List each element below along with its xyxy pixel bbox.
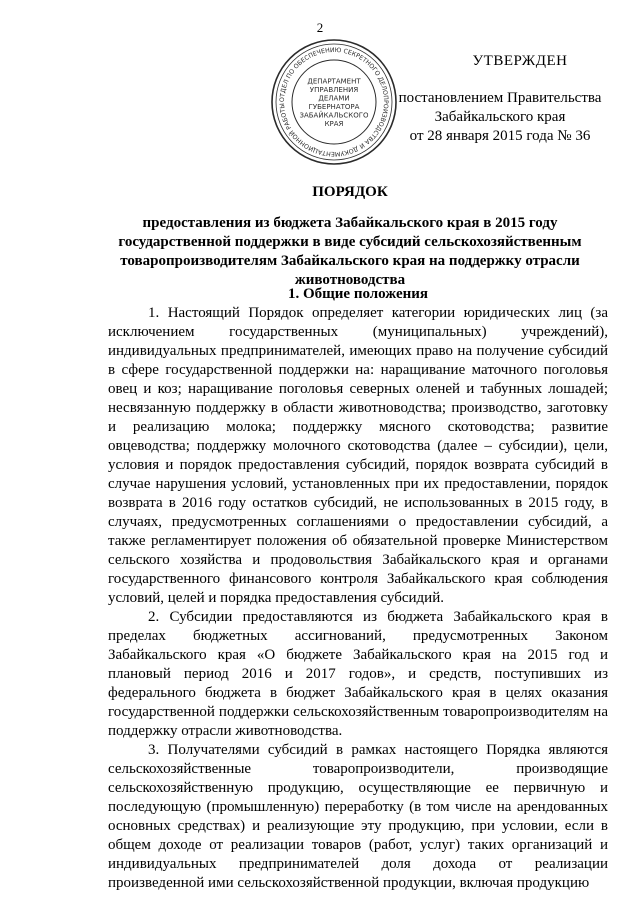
approval-line-3: от 28 января 2015 года № 36 [409,128,591,144]
paragraph-3: 3. Получателями субсидий в рамках настоящего Порядка являются сельскохозяйственные товаропроизводители, производящие сельскохозяйственную продукцию, осуществляющие ее первичную и последующую (промышленную) переработку (в том числе на арендованных основных средствах) и реализующие эту продукцию, при условии, если в общем доходе от реализации товаров (работ, услуг) таких организаций и индивидуальных предпринимателей доля дохода от реализации произведенной ими сельскохозяйственной продукции, включая продукцию [108,742,608,891]
stamp-ring-text: ОТДЕЛ ПО ОБЕСПЕЧЕНИЮ СЕКРЕТНОГО ДЕЛОПРОИЗВОДСТВА И ДОКУМЕНТАЦИОННОЙ РАБОТЫ [278,46,390,158]
stamp-center-line: УПРАВЛЕНИЯ [309,85,359,94]
stamp-center-line: ДЕПАРТАМЕНТ [307,77,361,86]
stamp-center-line: ЗАБАЙКАЛЬСКОГО [299,111,369,120]
document-title: ПОРЯДОК [312,184,388,200]
document-subtitle: предоставления из бюджета Забайкальского края в 2015 году государственной поддержки в виде субсидий сельскохозяйственным товаропроизводителям Забайкальского края на поддержку отрасли животноводства [118,215,582,288]
approval-line-1: постановлением Правительства [398,90,602,106]
stamp-center-line: ГУБЕРНАТОРА [308,102,360,111]
page-number: 2 [316,20,324,35]
paragraph-1: 1. Настоящий Порядок определяет категории юридических лиц (за исключением государственных (муниципальных) учреждений), индивидуальных предпринимателей, имеющих право на получение субсидий в сфере государственной поддержки на: наращивание маточного поголовья овец и коз; наращивание поголовья северных оленей и табунных лошадей; несвязанную поддержку в области животноводства; производство, заготовку и реализацию молока; поддержку мясного скотоводства; развитие овцеводства; поддержку молочного скотоводства (далее – субсидии), цели, условия и порядок предоставления субсидий, порядок возврата субсидий в случае нарушения условий, установленных при их предоставлении, порядок возврата в 2016 году остатков субсидий, не использованных в 2015 году, в случаях, предусмотренных соглашениями о предоставлении субсидий, а также регламентирует положения об обязательной проверке Министерством сельского хозяйства и продовольствия Забайкальского края и органами государственного финансового контроля Забайкальского края соблюдения условий, целей и порядка предоставления субсидий. [108,305,608,606]
stamp-center-line: КРАЯ [324,119,344,128]
paragraph-2: 2. Субсидии предоставляются из бюджета Забайкальского края в пределах бюджетных ассигнований, предусмотренных Законом Забайкальского края «О бюджете Забайкальского края на 2015 год и плановый период 2016 и 2017 годов», и средств, поступивших из федерального бюджета в бюджет Забайкальского края в целях оказания государственной поддержки сельскохозяйственным товаропроизводителям на поддержку отрасли животноводства. [108,609,608,739]
approved-label: УТВЕРЖДЕН [472,53,568,69]
approval-line-2: Забайкальского края [434,109,566,125]
official-stamp-seal [270,38,398,166]
section-heading: 1. Общие положения [287,286,429,302]
document-title-block [100,183,600,290]
stamp-center-line: ДЕЛАМИ [318,94,350,103]
document-body [108,285,608,893]
approval-block [380,52,620,146]
